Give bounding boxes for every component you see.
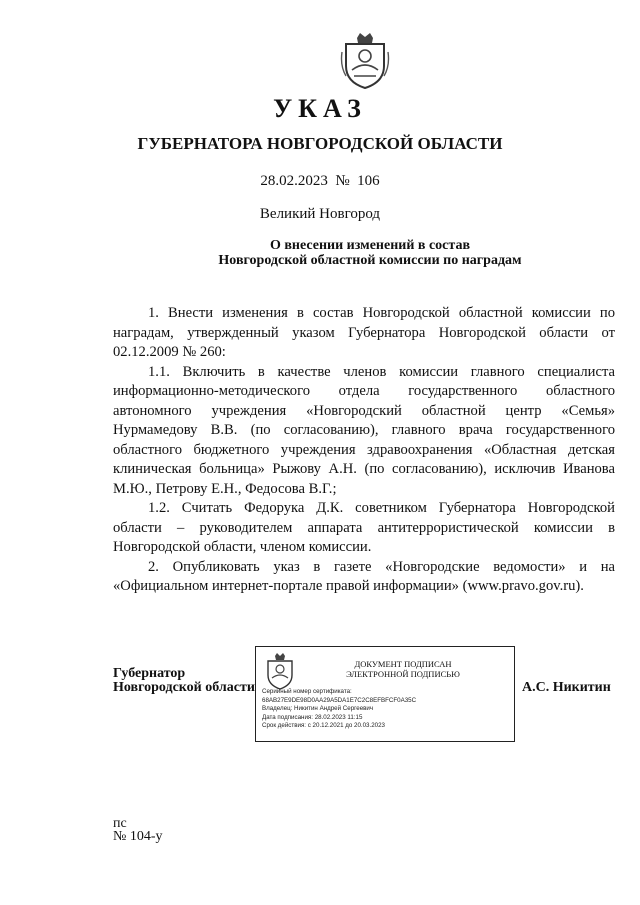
- signatory-position-line-1: Губернатор: [113, 666, 186, 681]
- stamp-title-line-2: ЭЛЕКТРОННОЙ ПОДПИСЬЮ: [346, 669, 460, 679]
- document-heading: [150, 238, 590, 268]
- coat-of-arms-icon: [340, 30, 390, 90]
- coat-of-arms-seal-icon: [264, 651, 296, 691]
- document-city: Великий Новгород: [259, 206, 381, 222]
- paragraph-1-2: 1.2. Считать Федорука Д.К. советником Губернатора Новгородской области – руководителем аппарата антитеррористической комиссии в Новгородской области, членом комиссии.: [113, 500, 615, 555]
- stamp-validity: Срок действия: с 20.12.2021 до 20.03.2023: [262, 722, 385, 730]
- footer-line-1: пс: [113, 816, 127, 831]
- paragraph-2: 2. Опубликовать указ в газете «Новгородские ведомости» и на «Официальном интернет-портале правой информации» (www.pravo.gov.ru).: [113, 558, 615, 594]
- stamp-details: [262, 688, 416, 731]
- signatory-position-line-2: Новгородской области: [113, 680, 255, 695]
- signatory-name: А.С. Никитин: [522, 680, 611, 695]
- stamp-title: [308, 659, 498, 679]
- document-body: [113, 304, 615, 597]
- paragraph-1: 1. Внести изменения в состав Новгородской областной комиссии по наградам, утвержденный указом Губернатора Новгородской области от 02.12.2009 № 260:: [113, 305, 615, 360]
- stamp-cert-label: Серийный номер сертификата:: [262, 688, 352, 695]
- electronic-signature-stamp: [255, 646, 515, 742]
- stamp-owner: Владелец: Никитин Андрей Сергеевич: [262, 705, 374, 713]
- heading-line-1: О внесении изменений в состав: [269, 238, 471, 253]
- stamp-title-line-1: ДОКУМЕНТ ПОДПИСАН: [354, 659, 452, 669]
- signatory-position: [113, 667, 255, 695]
- document-title: УКАЗ: [273, 94, 367, 123]
- document-subtitle: ГУБЕРНАТОРА НОВГОРОДСКОЙ ОБЛАСТИ: [137, 134, 503, 153]
- document-footer: [113, 817, 163, 843]
- paragraph-1-1: 1.1. Включить в качестве членов комиссии главного специалиста информационно-методического отдела государственного областного автономного учреждения «Новгородский областной центр «Семья» Нурмамедову В.В. (по согласованию), главного врача государственного областного бюджетного учреждения здравоохранения «Областная детская клиническая больница» Рыжову А.Н. (по согласованию), исключив Иванова М.Ю., Петрову Е.Н., Федосова В.Г.;: [113, 363, 615, 497]
- document-date-number: 28.02.2023 № 106: [260, 173, 380, 189]
- stamp-signed-date: Дата подписания: 28.02.2023 11:15: [262, 713, 363, 721]
- footer-line-2: № 104-у: [113, 829, 163, 844]
- heading-line-2: Новгородской областной комиссии по наградам: [218, 253, 522, 268]
- stamp-cert-number: 68AB27E9DE98D0AA29A5DA1E7C2C8EFBFCF0A35C: [262, 696, 417, 704]
